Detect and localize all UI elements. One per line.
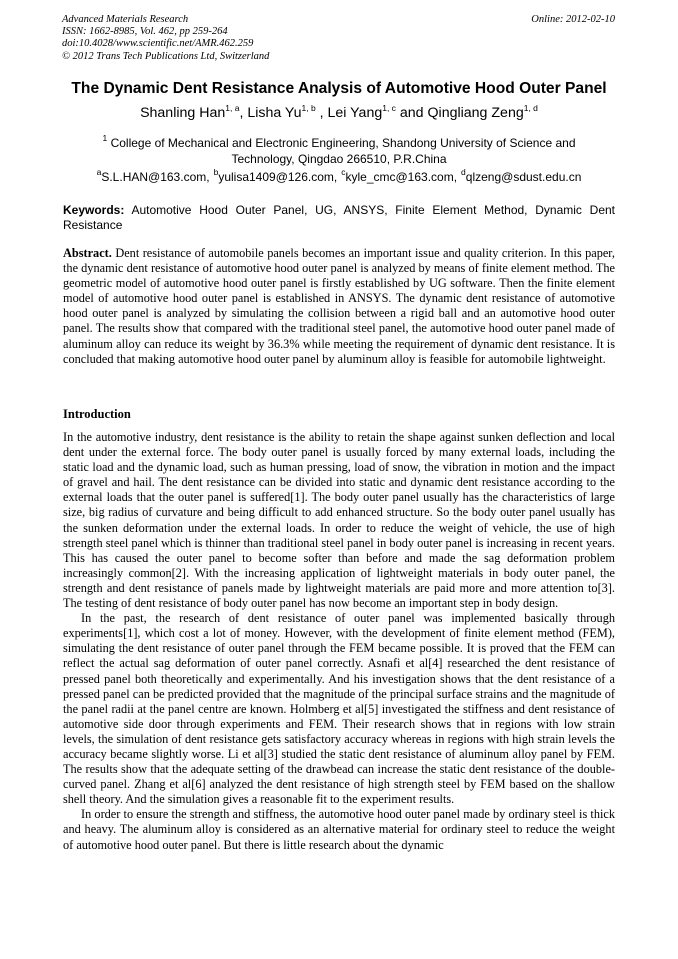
keywords xyxy=(63,203,615,233)
keywords-text: Automotive Hood Outer Panel, UG, ANSYS, Finite Element Method, Dynamic Dent Resistance xyxy=(63,203,616,232)
paragraph: In the automotive industry, dent resistance is the ability to retain the shape against sunken deflection and local dent under the external force. The body outer panel is usually forced by many external loads, including the static load and the dynamic load, such as human pressing, load of snow, the vibration in motion and the impact of gravel and hail. The dent resistance can be divided into static and dynamic dent resistance according to the external loads that the outer panel is suffered[1]. The body outer panel usually has the characteristics of large size, big radius of curvature and being difficult to add enhanced structure. So the body outer panel usually has the sunken deformation under the external loads. In order to reduce the weight of vehicle, the use of high strength steel panel which is thinner than traditional steel panel in body outer panel is increasing in recent years. This has caused the outer panel to become softer than before and made the sag deformation problem increasingly common[2]. With the increasing application of lightweight materials in body outer panel, the strength and dent resistance of panels made by lightweight materials are paid more and more attention to[3]. The testing of dent resistance of body outer panel has now become an important step in body design. xyxy=(63,430,615,611)
author-sup: 1, b xyxy=(301,103,316,113)
paper-title: The Dynamic Dent Resistance Analysis of Automotive Hood Outer Panel xyxy=(71,80,607,97)
journal-name: Advanced Materials Research xyxy=(62,14,189,25)
email-sup: a xyxy=(96,167,102,177)
author-name: Qingliang Zeng xyxy=(427,105,524,121)
author-list xyxy=(40,103,638,121)
email-sup: d xyxy=(461,167,466,177)
author-name: Lisha Yu xyxy=(247,105,302,121)
introduction-body xyxy=(63,430,615,853)
email-address[interactable]: kyle_cmc@163.com, xyxy=(345,170,458,184)
author-name: Shanling Han xyxy=(140,105,226,121)
author-sep: and xyxy=(395,105,428,121)
author-sup: 1, c xyxy=(382,103,396,113)
keywords-label: Keywords: xyxy=(63,203,125,217)
affiliation-text: College of Mechanical and Electronic Engineering, Shandong University of Science and Technology, Qingdao 266510, P.R.China xyxy=(110,136,576,166)
author-sep: , xyxy=(239,105,248,121)
author-name: Lei Yang xyxy=(327,105,383,121)
email-address[interactable]: yulisa1409@126.com, xyxy=(218,170,338,184)
issn-line: ISSN: 1662-8985, Vol. 462, pp 259-264 xyxy=(62,26,228,38)
author-sep: , xyxy=(315,105,328,121)
email-sup: b xyxy=(213,167,219,177)
paragraph: In order to ensure the strength and stiffness, the automotive hood outer panel made by ordinary steel is thick and heavy. The aluminum alloy is considered as an alternative material for ordinary steel to reduce the weight of automotive hood outer panel. But there is little research about the dynamic xyxy=(63,807,615,852)
abstract-text: Dent resistance of automobile panels becomes an important issue and quality criterion. In this paper, the dynamic dent resistance of automotive hood outer panel is analyzed by means of finite element method. The geometric model of automotive hood outer panel is firstly established by UG software. Then the finite element model of automotive hood outer panel is established in ANSYS. The dynamic dent resistance of automotive hood outer panel is analyzed by simulating the collision between a rigid ball and an automotive hood outer panel. The results show that compared with the traditional steel panel, the automotive hood outer panel made of aluminum alloy can reduce its weight by 36.3% while meeting the requirement of dynamic dent resistance. It is concluded that making automotive hood outer panel by aluminum alloy is feasible for automobile lightweight. xyxy=(63,246,615,366)
abstract-label: Abstract. xyxy=(63,246,112,260)
email-sup: c xyxy=(341,167,346,177)
journal-header xyxy=(62,14,269,63)
email-address[interactable]: S.L.HAN@163.com, xyxy=(101,170,210,184)
email-list xyxy=(40,167,638,184)
copyright-line: © 2012 Trans Tech Publications Ltd, Switzerland xyxy=(62,50,270,62)
email-address[interactable]: qlzeng@sdust.edu.cn xyxy=(465,170,582,184)
affiliation-sup: 1 xyxy=(102,133,108,143)
online-date: Online: 2012-02-10 xyxy=(531,14,615,25)
author-sup: 1, d xyxy=(523,103,538,113)
affiliation xyxy=(70,131,608,167)
abstract xyxy=(63,246,615,367)
paragraph: In the past, the research of dent resistance of outer panel was implemented basically through experiments[1], which cost a lot of money. However, with the development of finite element method (FEM), simulating the dent resistance of outer panel through the FEM became possible. It is proved that the FEM can reflect the actual sag deformation of outer panel correctly. Asnafi et al[4] researched the dent resistance of pressed panel both theoretically and experimentally. And his investigation shows that the dent resistance of a pressed panel can be predicted provided that the magnitude of the principal surface strains and the magnitude of the panel radii at the panel centre are known. Holmberg et al[5] investigated the stiffness and dent resistance of automotive side door through experiments and FEM. Their research shows that in regions with low strain levels, the simulation of dent resistance gets satisfactory accuracy whereas in regions with high strain levels the accuracy became slightly worse. Li et al[3] studied the static dent resistance of aluminum alloy panel by FEM. The results show that the adequate setting of the drawbead can increase the static dent resistance of the double-curved panel. Zhang et al[6] analyzed the dent resistance of high strength steel by FEM based on the shallow shell theory. And the simulation gives a reasonable fit to the experiment results. xyxy=(63,611,615,807)
doi-line: doi:10.4028/www.scientific.net/AMR.462.259 xyxy=(62,38,254,50)
section-heading-introduction: Introduction xyxy=(63,407,131,421)
author-sup: 1, a xyxy=(225,103,240,113)
